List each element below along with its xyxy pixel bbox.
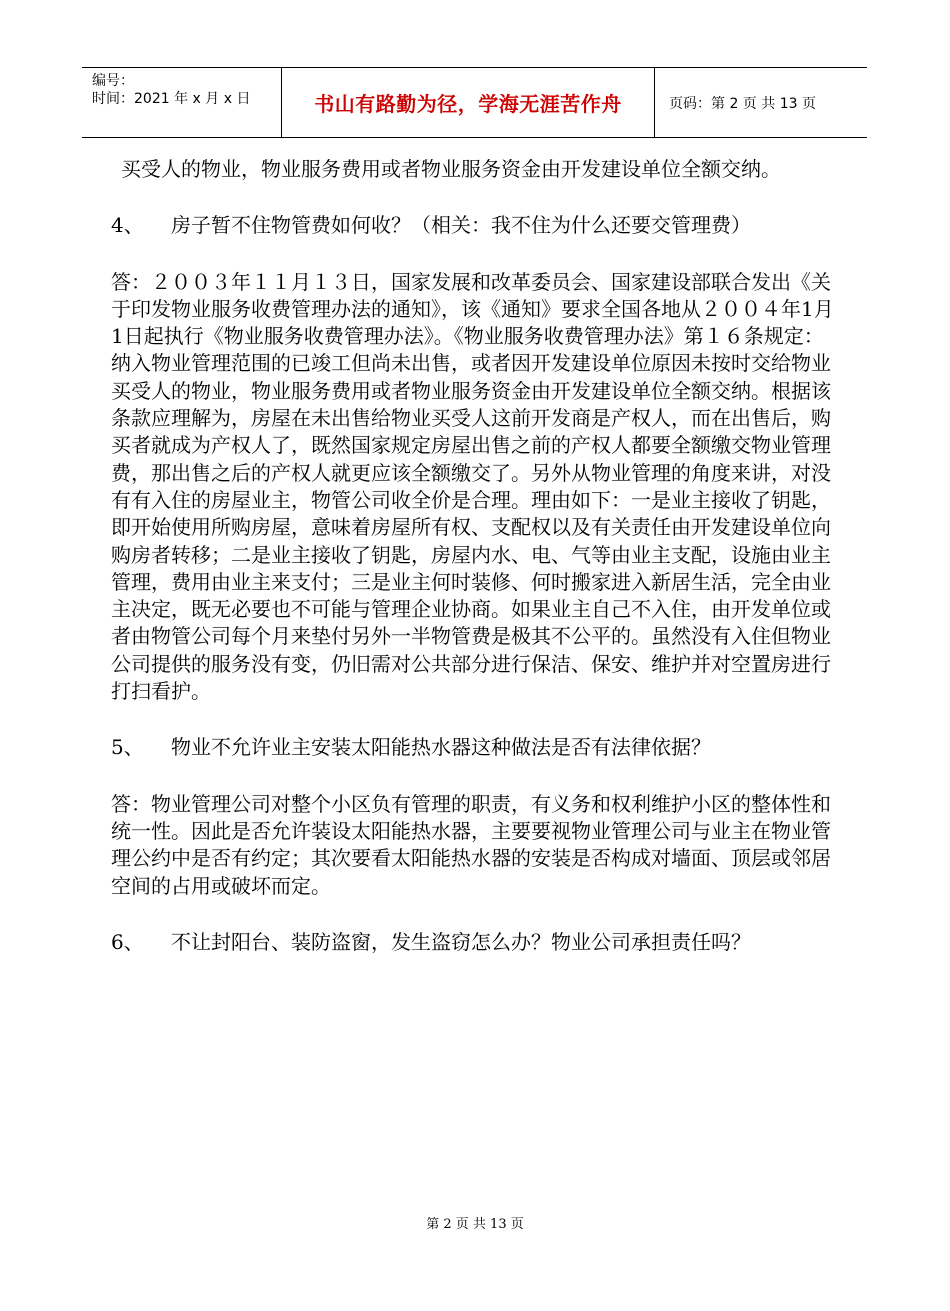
question-5: [111, 734, 841, 761]
header-page-label: 页码：第 2 页 共 13 页: [669, 95, 816, 112]
intro-paragraph: 买受人的物业，物业服务费用或者物业服务资金由开发建设单位全额交纳。: [121, 157, 781, 181]
header-info-cell: [82, 68, 282, 137]
answer-5: 答：物业管理公司对整个小区负有管理的职责，有义务和权利维护小区的整体性和统一性。因此是否允许装设太阳能热水器，主要要视物业管理公司与业主在物业管理公约中是否有约定；其次要看太阳能热水器的安装是否构成对墙面、顶层或邻居空间的占用或破坏而定。: [111, 791, 831, 898]
serial-label: 编号：: [92, 73, 134, 89]
question-6: [111, 929, 841, 956]
answer-4: 答：２００３年１１月１３日，国家发展和改革委员会、国家建设部联合发出《关于印发物业服务收费管理办法的通知》，该《通知》要求全国各地从２００４年1月1日起执行《物业服务收费管理办法》。《物业服务收费管理办法》第１６条规定：纳入物业管理范围的已竣工但尚未出售，或者因开发建设单位原因未按时交给物业买受人的物业，物业服务费用或者物业服务资金由开发建设单位全额交纳。根据该条款应理解为，房屋在未出售给物业买受人这前开发商是产权人，而在出售后，购买者就成为产权人了，既然国家规定房屋出售之前的产权人都要全额缴交物业管理费，那出售之后的产权人就更应该全额缴交了。另外从物业管理的角度来讲，对没有有入住的房屋业主，物管公司收全价是合理。理由如下：一是业主接收了钥匙，即开始使用所购房屋，意味着房屋所有权、支配权以及有关责任由开发建设单位向购房者转移；二是业主接收了钥匙，房屋内水、电、气等由业主支配，设施由业主管理，费用由业主来支付；三是业主何时装修、何时搬家进入新居生活，完全由业主决定，既无必要也不可能与管理企业协商。如果业主自己不入住，由开发单位或者由物管公司每个月来垫付另外一半物管费是极其不公平的。虽然没有入住但物业公司提供的服务没有变，仍旧需对公共部分进行保洁、保安、维护并对空置房进行打扫看护。: [111, 269, 834, 704]
document-body: [111, 156, 841, 956]
question-text: 不让封阳台、装防盗窗，发生盗窃怎么办？物业公司承担责任吗？: [171, 929, 751, 954]
page-footer: 第 2 页 共 13 页: [426, 1217, 524, 1232]
question-number: 5、: [111, 735, 144, 760]
question-number: 4、: [111, 213, 144, 238]
question-number: 6、: [111, 929, 144, 954]
question-text: 房子暂不住物管费如何收？（相关：我不住为什么还要交管理费）: [171, 213, 751, 238]
page-header: [82, 67, 867, 138]
question-4: [111, 212, 841, 239]
time-label: 时间：2021 年 x 月 x 日: [92, 91, 251, 107]
header-motto: 书山有路勤为径，学海无涯苦作舟: [282, 68, 655, 137]
question-text: 物业不允许业主安装太阳能热水器这种做法是否有法律依据？: [171, 735, 711, 760]
